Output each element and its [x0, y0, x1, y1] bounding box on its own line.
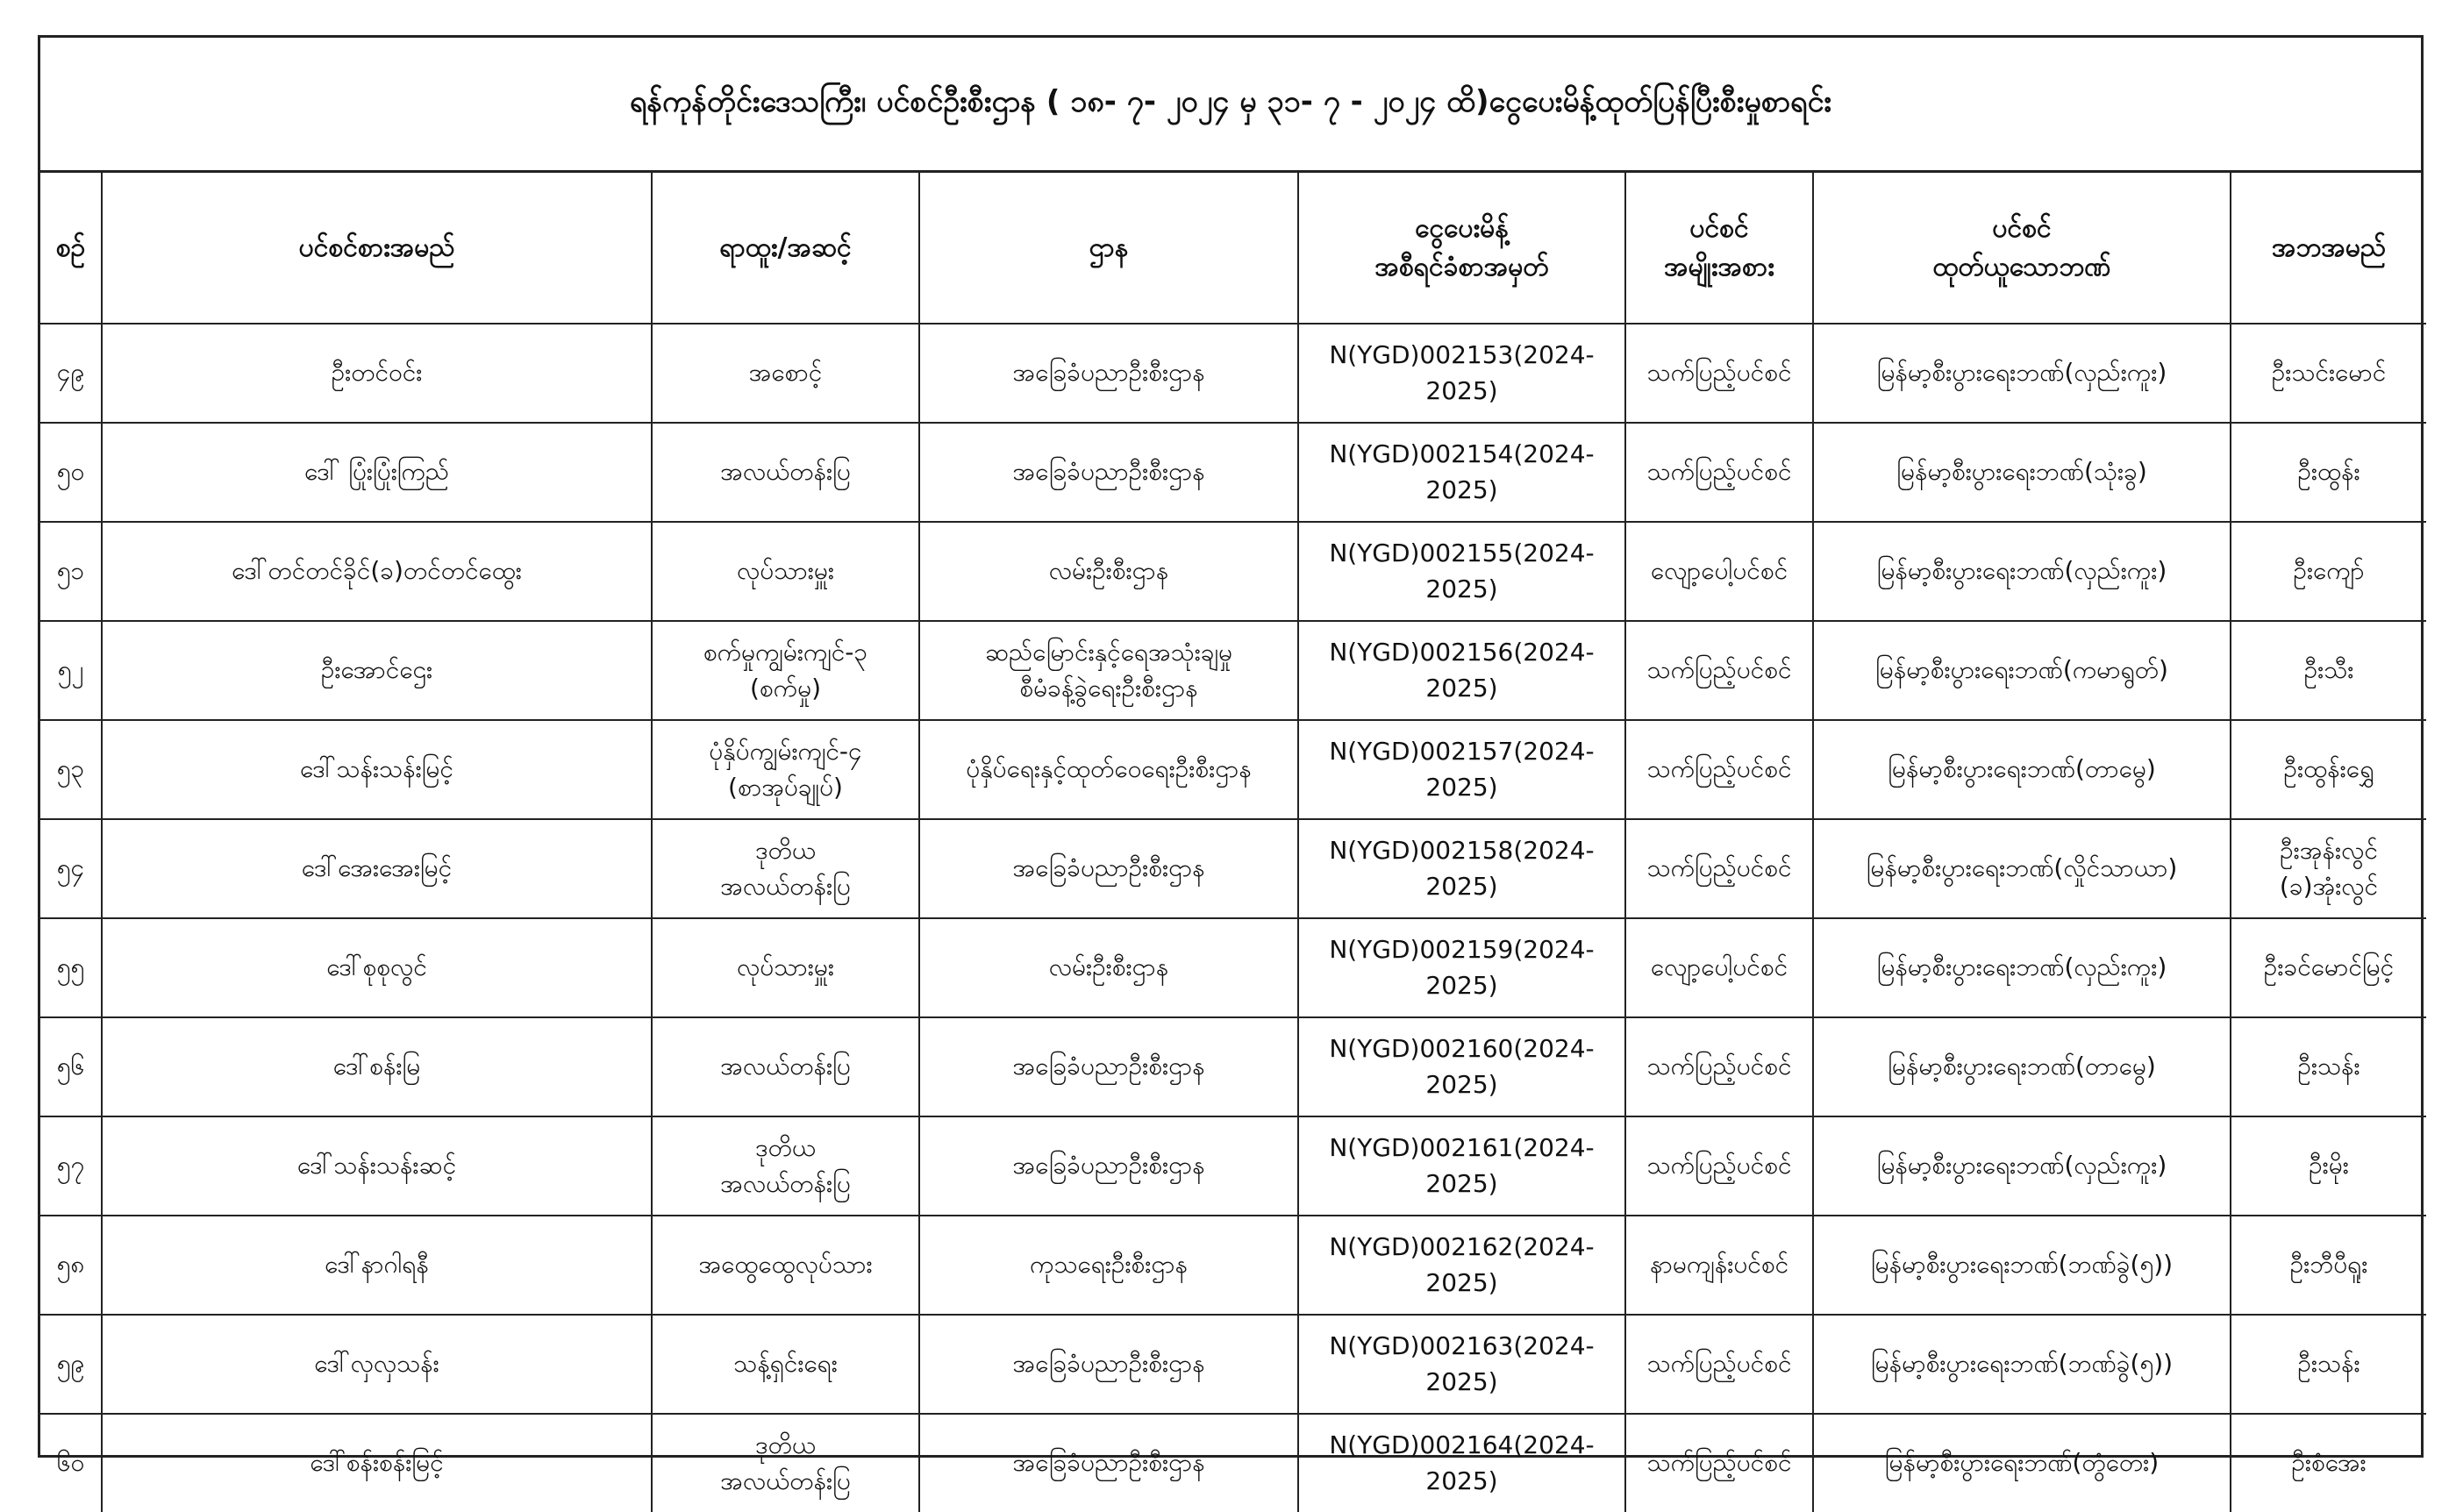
table-row — [40, 819, 2426, 918]
cell-order-number: N(YGD)002158(2024-2025) — [1298, 819, 1625, 918]
table-row — [40, 423, 2426, 522]
cell-rank: အလယ်တန်းပြ — [652, 1017, 919, 1116]
cell-order-number: N(YGD)002159(2024-2025) — [1298, 918, 1625, 1017]
cell-bank: မြန်မာ့စီးပွားရေးဘဏ်(တာမွေ) — [1813, 720, 2231, 819]
cell-pensioner-name: ဦးတင်ဝင်း — [102, 324, 652, 423]
cell-department: အခြေခံပညာဦးစီးဌာန — [919, 324, 1298, 423]
cell-pension-type: သက်ပြည့်ပင်စင် — [1625, 423, 1813, 522]
cell-serial: ၆၀ — [40, 1414, 102, 1512]
cell-pension-type: သက်ပြည့်ပင်စင် — [1625, 720, 1813, 819]
col-header-pension-type: ပင်စင် အမျိုးအစား — [1625, 173, 1813, 324]
cell-order-number: N(YGD)002155(2024-2025) — [1298, 522, 1625, 621]
table-row — [40, 720, 2426, 819]
cell-serial: ၅၉ — [40, 1315, 102, 1414]
cell-pensioner-name: ဒေါ် ပြုံးပြုံးကြည် — [102, 423, 652, 522]
cell-department: လမ်းဦးစီးဌာန — [919, 522, 1298, 621]
cell-order-number: N(YGD)002161(2024-2025) — [1298, 1116, 1625, 1216]
cell-father-name: ဦးကျော် — [2231, 522, 2426, 621]
table-row — [40, 1116, 2426, 1216]
cell-pensioner-name: ဦးအောင်ဌေး — [102, 621, 652, 720]
col-header-order-number: ငွေပေးမိန့် အစီရင်ခံစာအမှတ် — [1298, 173, 1625, 324]
col-header-bank: ပင်စင် ထုတ်ယူသောဘဏ် — [1813, 173, 2231, 324]
cell-department: လမ်းဦးစီးဌာန — [919, 918, 1298, 1017]
cell-bank: မြန်မာ့စီးပွားရေးဘဏ်(လှည်းကူး) — [1813, 522, 2231, 621]
cell-pension-type: သက်ပြည့်ပင်စင် — [1625, 324, 1813, 423]
table-row — [40, 1017, 2426, 1116]
cell-serial: ၅၈ — [40, 1216, 102, 1315]
cell-serial: ၄၉ — [40, 324, 102, 423]
cell-order-number: N(YGD)002164(2024-2025) — [1298, 1414, 1625, 1512]
cell-father-name: ဦးသင်းမောင် — [2231, 324, 2426, 423]
report-title: ရန်ကုန်တိုင်းဒေသကြီး၊ ပင်စင်ဦးစီးဌာန ( ၁၈- ၇- ၂၀၂၄ မှ ၃၁- ၇ - ၂၀၂၄ ထိ)ငွေပေးမိန့်ထုတ်ပြန်ပြီးစီးမှုစာရင်း — [40, 38, 2421, 173]
cell-father-name: ဦးသီး — [2231, 621, 2426, 720]
cell-father-name: ဦးထွန်း — [2231, 423, 2426, 522]
cell-order-number: N(YGD)002153(2024-2025) — [1298, 324, 1625, 423]
cell-rank: ဒုတိယ အလယ်တန်းပြ — [652, 1414, 919, 1512]
cell-pension-type: လျော့ပေါ့ပင်စင် — [1625, 918, 1813, 1017]
cell-father-name: ဦးထွန်းရွှေ — [2231, 720, 2426, 819]
cell-department: အခြေခံပညာဦးစီးဌာန — [919, 819, 1298, 918]
cell-department: ပုံနှိပ်ရေးနှင့်ထုတ်ဝေရေးဦးစီးဌာန — [919, 720, 1298, 819]
cell-pension-type: သက်ပြည့်ပင်စင် — [1625, 1414, 1813, 1512]
cell-pensioner-name: ဒေါ်နာဂါရနီ — [102, 1216, 652, 1315]
cell-pensioner-name: ဒေါ်လှလှသန်း — [102, 1315, 652, 1414]
header-row — [40, 173, 2426, 324]
cell-department: ဆည်မြောင်းနှင့်ရေအသုံးချမှု စီမံခန့်ခွဲရေးဦးစီးဌာန — [919, 621, 1298, 720]
cell-rank: လုပ်သားမှူး — [652, 522, 919, 621]
cell-serial: ၅၀ — [40, 423, 102, 522]
cell-order-number: N(YGD)002162(2024-2025) — [1298, 1216, 1625, 1315]
cell-pension-type: သက်ပြည့်ပင်စင် — [1625, 1315, 1813, 1414]
table-row — [40, 522, 2426, 621]
pension-table — [40, 173, 2426, 1512]
cell-department: အခြေခံပညာဦးစီးဌာန — [919, 1414, 1298, 1512]
cell-rank: လုပ်သားမှူး — [652, 918, 919, 1017]
cell-pensioner-name: ဒေါ်အေးအေးမြင့် — [102, 819, 652, 918]
table-row — [40, 918, 2426, 1017]
cell-order-number: N(YGD)002154(2024-2025) — [1298, 423, 1625, 522]
cell-bank: မြန်မာ့စီးပွားရေးဘဏ်(လှည်းကူး) — [1813, 324, 2231, 423]
cell-rank: ပုံနှိပ်ကျွမ်းကျင်-၄ (စာအုပ်ချုပ်) — [652, 720, 919, 819]
col-header-rank: ရာထူး/အဆင့် — [652, 173, 919, 324]
cell-bank: မြန်မာ့စီးပွားရေးဘဏ်(ဘဏ်ခွဲ(၅)) — [1813, 1315, 2231, 1414]
cell-rank: အလယ်တန်းပြ — [652, 423, 919, 522]
cell-father-name: ဦးဘီပီရူး — [2231, 1216, 2426, 1315]
cell-rank: အစောင့် — [652, 324, 919, 423]
cell-order-number: N(YGD)002160(2024-2025) — [1298, 1017, 1625, 1116]
cell-father-name: ဦးအုန်းလွင် (ခ)အုံးလွင် — [2231, 819, 2426, 918]
cell-father-name: ဦးခင်မောင်မြင့် — [2231, 918, 2426, 1017]
cell-father-name: ဦးသန်း — [2231, 1315, 2426, 1414]
cell-order-number: N(YGD)002156(2024-2025) — [1298, 621, 1625, 720]
cell-bank: မြန်မာ့စီးပွားရေးဘဏ်(လှည်းကူး) — [1813, 918, 2231, 1017]
cell-department: ကုသရေးဦးစီးဌာန — [919, 1216, 1298, 1315]
cell-serial: ၅၁ — [40, 522, 102, 621]
cell-bank: မြန်မာ့စီးပွားရေးဘဏ်(သုံးခွ) — [1813, 423, 2231, 522]
cell-rank: ဒုတိယ အလယ်တန်းပြ — [652, 819, 919, 918]
cell-rank: ဒုတိယ အလယ်တန်းပြ — [652, 1116, 919, 1216]
cell-order-number: N(YGD)002163(2024-2025) — [1298, 1315, 1625, 1414]
cell-serial: ၅၆ — [40, 1017, 102, 1116]
cell-pensioner-name: ဒေါ်သန်းသန်းဆင့် — [102, 1116, 652, 1216]
cell-serial: ၅၅ — [40, 918, 102, 1017]
table-row — [40, 1414, 2426, 1512]
cell-department: အခြေခံပညာဦးစီးဌာန — [919, 423, 1298, 522]
cell-order-number: N(YGD)002157(2024-2025) — [1298, 720, 1625, 819]
cell-rank: စက်မှုကျွမ်းကျင်-၃ (စက်မှု) — [652, 621, 919, 720]
pension-report-sheet — [38, 35, 2424, 1495]
cell-rank: သန့်ရှင်းရေး — [652, 1315, 919, 1414]
col-header-department: ဌာန — [919, 173, 1298, 324]
table-row — [40, 1315, 2426, 1414]
cell-pensioner-name: ဒေါ်သန်းသန်းမြင့် — [102, 720, 652, 819]
cell-bank: မြန်မာ့စီးပွားရေးဘဏ်(လှည်းကူး) — [1813, 1116, 2231, 1216]
cell-pensioner-name: ဒေါ်စုစုလွင် — [102, 918, 652, 1017]
cell-serial: ၅၂ — [40, 621, 102, 720]
cell-bank: မြန်မာ့စီးပွားရေးဘဏ်(တွံတေး) — [1813, 1414, 2231, 1512]
cell-bank: မြန်မာ့စီးပွားရေးဘဏ်(တာမွေ) — [1813, 1017, 2231, 1116]
col-header-serial: စဉ် — [40, 173, 102, 324]
cell-pensioner-name: ဒေါ်တင်တင်ခိုင်(ခ)တင်တင်ထွေး — [102, 522, 652, 621]
cell-pensioner-name: ဒေါ်စန်းစန်းမြင့် — [102, 1414, 652, 1512]
cell-bank: မြန်မာ့စီးပွားရေးဘဏ်(လှိုင်သာယာ) — [1813, 819, 2231, 918]
table-row — [40, 1216, 2426, 1315]
cell-bank: မြန်မာ့စီးပွားရေးဘဏ်(ဘဏ်ခွဲ(၅)) — [1813, 1216, 2231, 1315]
col-header-pensioner-name: ပင်စင်စားအမည် — [102, 173, 652, 324]
table-row — [40, 621, 2426, 720]
cell-rank: အထွေထွေလုပ်သား — [652, 1216, 919, 1315]
table-row — [40, 324, 2426, 423]
cell-pension-type: လျော့ပေါ့ပင်စင် — [1625, 522, 1813, 621]
cell-serial: ၅၄ — [40, 819, 102, 918]
cell-pension-type: သက်ပြည့်ပင်စင် — [1625, 1116, 1813, 1216]
cell-pension-type: နာမကျန်းပင်စင် — [1625, 1216, 1813, 1315]
cell-father-name: ဦးသန်း — [2231, 1017, 2426, 1116]
cell-serial: ၅၃ — [40, 720, 102, 819]
cell-department: အခြေခံပညာဦးစီးဌာန — [919, 1017, 1298, 1116]
cell-father-name: ဦးစံအေး — [2231, 1414, 2426, 1512]
cell-bank: မြန်မာ့စီးပွားရေးဘဏ်(ကမာရွတ်) — [1813, 621, 2231, 720]
col-header-father-name: အဘအမည် — [2231, 173, 2426, 324]
table-body — [40, 324, 2426, 1512]
cell-serial: ၅၇ — [40, 1116, 102, 1216]
cell-department: အခြေခံပညာဦးစီးဌာန — [919, 1116, 1298, 1216]
cell-father-name: ဦးမိုး — [2231, 1116, 2426, 1216]
cell-department: အခြေခံပညာဦးစီးဌာန — [919, 1315, 1298, 1414]
cell-pension-type: သက်ပြည့်ပင်စင် — [1625, 621, 1813, 720]
cell-pensioner-name: ဒေါ်စန်းမြ — [102, 1017, 652, 1116]
cell-pension-type: သက်ပြည့်ပင်စင် — [1625, 819, 1813, 918]
cell-pension-type: သက်ပြည့်ပင်စင် — [1625, 1017, 1813, 1116]
